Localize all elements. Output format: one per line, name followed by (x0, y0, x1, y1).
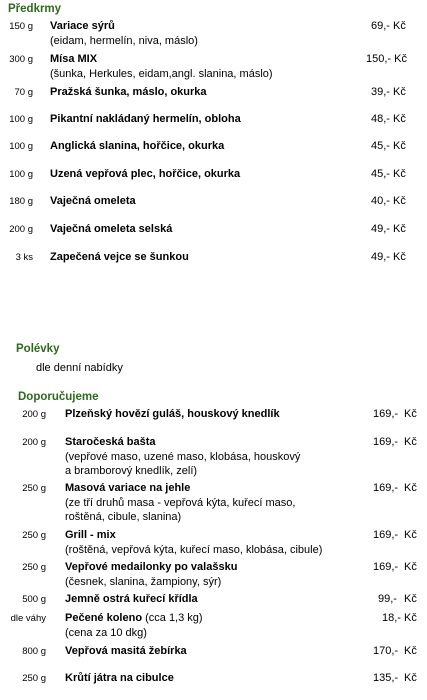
item-weight: dle váhy (10, 613, 46, 624)
price-value: 169,- (373, 482, 399, 494)
price-currency: Kč (404, 561, 417, 573)
item-name: Uzená vepřová plec, hořčice, okurka (50, 168, 241, 180)
price-currency: Kč (404, 593, 417, 605)
item-price (373, 672, 417, 684)
item-name: Grill - mix (65, 529, 116, 541)
item-name: Vepřová masitá žebírka (65, 645, 187, 657)
price-value: 169,- (373, 529, 399, 541)
item-price: 39,- Kč (371, 86, 406, 98)
item-name-wrapper (65, 612, 203, 624)
item-weight: 250 g (22, 673, 46, 684)
item-weight: 3 ks (15, 252, 33, 263)
item-name: Pečené koleno (65, 612, 143, 624)
item-price (373, 482, 417, 494)
item-name: Variace sýrů (50, 20, 115, 32)
item-name: Pikantní nakládaný hermelín, obloha (50, 113, 241, 125)
item-desc: (vepřové maso, uzené maso, klobása, houskový (65, 451, 301, 463)
item-name: Anglická slanina, hořčice, okurka (50, 140, 225, 152)
price-currency: Kč (404, 529, 417, 541)
price-currency: Kč (404, 612, 417, 624)
item-price: 150,- Kč (366, 53, 407, 65)
item-name-extra: (cca 1,3 kg) (142, 612, 203, 624)
section-title-predkrmy: Předkrmy (8, 3, 62, 15)
item-price (373, 561, 417, 573)
item-price (378, 593, 417, 605)
item-desc: (ze tří druhů masa - vepřová kýta, kuřecí maso, (65, 497, 296, 509)
item-desc: (roštěná, vepřová kýta, kuřecí maso, klobása, cibule) (65, 544, 323, 556)
item-price: 40,- Kč (371, 195, 406, 207)
price-currency: Kč (404, 645, 417, 657)
item-desc: (česnek, slanina, žampiony, sýr) (65, 576, 222, 588)
item-weight: 300 g (9, 54, 33, 65)
item-name: Krůtí játra na cibulce (65, 672, 174, 684)
item-desc: roštěná, cibule, slanina) (65, 511, 182, 523)
item-weight: 200 g (9, 224, 33, 235)
item-weight: 250 g (22, 530, 46, 541)
item-price: 49,- Kč (371, 223, 406, 235)
item-desc: (šunka, Herkules, eidam,angl. slanina, máslo) (50, 68, 273, 80)
item-price (382, 612, 417, 624)
item-weight: 800 g (22, 646, 46, 657)
item-weight: 150 g (9, 21, 33, 32)
price-value: 18,- (382, 612, 401, 624)
soup-note: dle denní nabídky (36, 362, 123, 374)
item-name: Jemně ostrá kuřecí křídla (65, 593, 198, 605)
price-value: 135,- (373, 672, 399, 684)
item-price: 49,- Kč (371, 251, 406, 263)
item-price (373, 645, 417, 657)
price-currency: Kč (404, 408, 417, 420)
price-value: 169,- (373, 408, 399, 420)
item-weight: 100 g (9, 141, 33, 152)
item-price: 45,- Kč (371, 140, 406, 152)
item-price: 69,- Kč (371, 20, 406, 32)
price-currency: Kč (404, 672, 417, 684)
price-value: 169,- (373, 436, 399, 448)
item-desc: (eidam, hermelín, niva, máslo) (50, 35, 198, 47)
price-value: 170,- (373, 645, 399, 657)
item-weight: 500 g (22, 594, 46, 605)
item-name: Staročeská bašta (65, 436, 156, 448)
item-name: Plzeňský hovězí guláš, houskový knedlík (65, 408, 280, 420)
item-weight: 100 g (9, 114, 33, 125)
item-weight: 200 g (22, 409, 46, 420)
item-name: Vaječná omeleta (50, 195, 136, 207)
item-weight: 100 g (9, 169, 33, 180)
item-name: Vepřové medailonky po valašsku (65, 561, 238, 573)
section-title-doporucujeme: Doporučujeme (18, 391, 99, 403)
item-weight: 180 g (9, 196, 33, 207)
item-price (373, 408, 417, 420)
item-desc: (cena za 10 dkg) (65, 627, 147, 639)
item-price (373, 436, 417, 448)
item-weight: 70 g (14, 87, 33, 98)
price-currency: Kč (404, 482, 417, 494)
item-weight: 200 g (22, 437, 46, 448)
item-name: Pražská šunka, máslo, okurka (50, 86, 207, 98)
item-price: 48,- Kč (371, 113, 406, 125)
item-name: Zapečená vejce se šunkou (50, 251, 189, 263)
item-price (373, 529, 417, 541)
price-value: 99,- (378, 593, 397, 605)
price-value: 169,- (373, 561, 399, 573)
item-weight: 250 g (22, 483, 46, 494)
item-price: 45,- Kč (371, 168, 406, 180)
item-weight: 250 g (22, 562, 46, 573)
item-desc: a bramborový knedlík, zelí) (65, 465, 198, 477)
section-title-polevky: Polévky (16, 343, 60, 355)
item-name: Vaječná omeleta selská (50, 223, 173, 235)
item-name: Mísa MIX (50, 53, 98, 65)
price-currency: Kč (404, 436, 417, 448)
item-name: Masová variace na jehle (65, 482, 191, 494)
